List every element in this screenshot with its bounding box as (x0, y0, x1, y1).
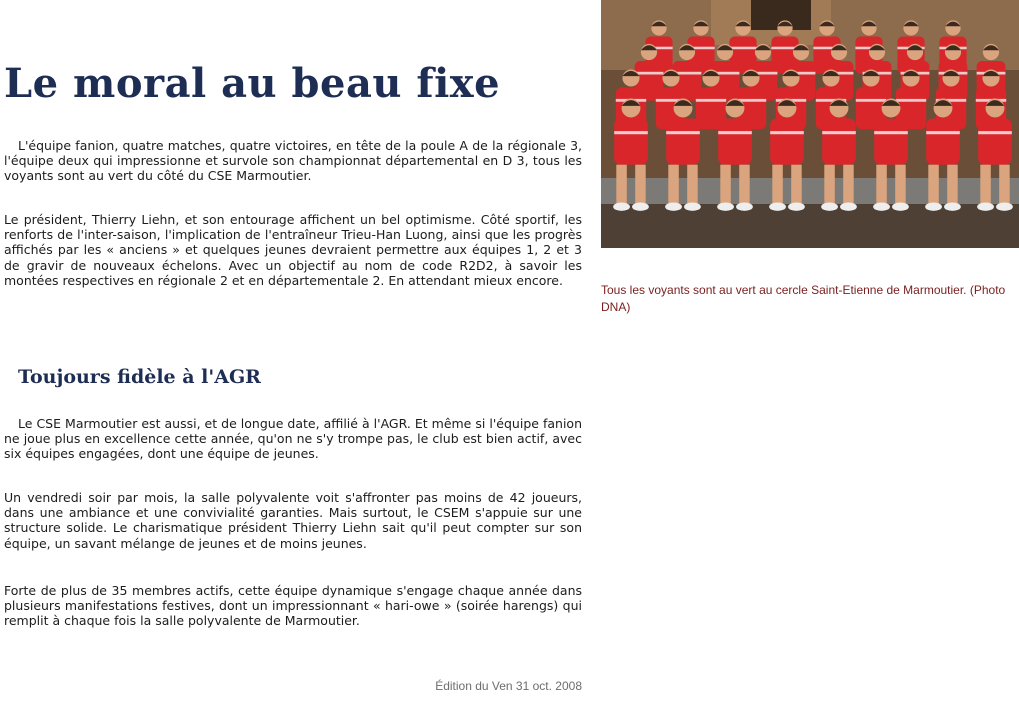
paragraph-4: Un vendredi soir par mois, la salle polyvalente voit s'affronter pas moins de 42 joueurs, dans une ambiance et une convivialité garanties. Mais surtout, le CSEM s'appuie sur une structure solide. Le charismatique président Thierry Liehn sait qu'il peut compter sur son équipe, un savant mélange de jeunes et de moins jeunes. (4, 490, 582, 551)
edition-date: Édition du Ven 31 oct. 2008 (435, 679, 582, 693)
subheading: Toujours fidèle à l'AGR (18, 366, 261, 388)
paragraph-5: Forte de plus de 35 membres actifs, cette équipe dynamique s'engage chaque année dans plusieurs manifestations festives, dont un impressionnant « hari-owe » (soirée harengs) qui remplit à chaque fois la salle polyvalente de Marmoutier. (4, 583, 582, 629)
photo-caption: Tous les voyants sont au vert au cercle Saint-Etienne de Marmoutier. (Photo DNA) (601, 283, 1006, 314)
headline: Le moral au beau fixe (4, 60, 501, 107)
paragraph-2: Le président, Thierry Liehn, et son entourage affichent un bel optimisme. Côté sportif, les renforts de l'inter-saison, l'implication de l'entraîneur Trieu-Han Luong, ainsi que les progrès affichés par les « anciens » et quelques jeunes devraient permettre aux équipes 1, 2 et 3 de gravir de nouveaux échelons. Avec un objectif au nom de code R2D2, à savoir les montées respectives en régionale 2 et en départementale 2. En attendant mieux encore. (4, 212, 582, 288)
paragraph-3: Le CSE Marmoutier est aussi, et de longue date, affilié à l'AGR. Et même si l'équipe fanion ne joue plus en excellence cette année, qu'on ne s'y trompe pas, le club est bien actif, avec six équipes engagées, dont une équipe de jeunes. (4, 416, 582, 462)
paragraph-1: L'équipe fanion, quatre matches, quatre victoires, en tête de la poule A de la régionale 3, l'équipe deux qui impressionne et survole son championnat départemental en D 3, tous les voyants sont au vert du côté du CSE Marmoutier. (4, 138, 582, 184)
team-photo (601, 0, 1019, 248)
team-photo-illustration (601, 0, 1019, 248)
